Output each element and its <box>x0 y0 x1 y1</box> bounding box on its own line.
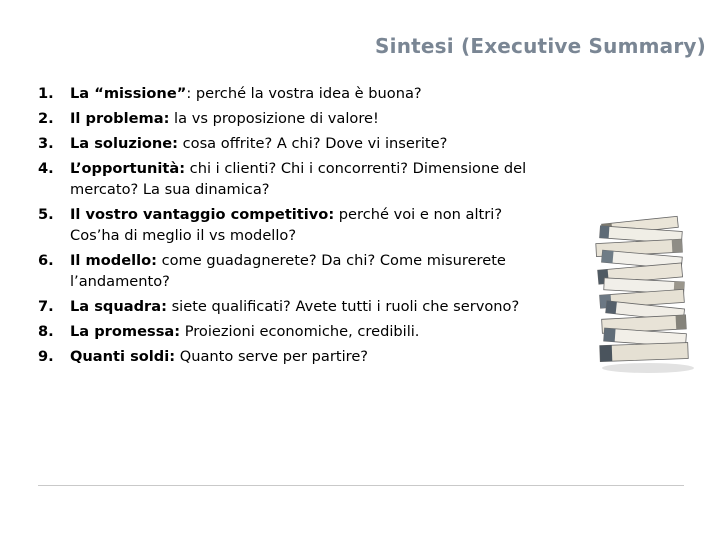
list-item <box>38 321 548 342</box>
item-text: perché voi e non altri? Cos’ha di meglio il vs modello? <box>70 206 503 244</box>
item-label: La soluzione: <box>70 135 178 152</box>
item-number: 5. <box>38 206 54 223</box>
item-label: Il vostro vantaggio competitivo: <box>70 206 335 223</box>
item-text: chi i clienti? Chi i concorrenti? Dimensione del mercato? La sua dinamica? <box>70 160 527 198</box>
item-number: 6. <box>38 252 54 269</box>
list-item <box>38 158 548 200</box>
list-item <box>38 296 548 317</box>
item-label: La “missione” <box>70 85 187 102</box>
item-text: Proiezioni economiche, credibili. <box>180 323 420 340</box>
item-text: : perché la vostra idea è buona? <box>186 85 422 102</box>
item-number: 2. <box>38 110 54 127</box>
item-label: Il problema: <box>70 110 170 127</box>
item-text: cosa offrite? A chi? Dove vi inserite? <box>177 135 448 152</box>
list-item <box>38 108 548 129</box>
item-text: come guadagnerete? Da chi? Come misurerete l’andamento? <box>70 252 506 290</box>
book-stack-icon <box>586 214 706 374</box>
item-text: siete qualificati? Avete tutti i ruoli che servono? <box>166 298 520 315</box>
item-label: Quanti soldi: <box>70 348 176 365</box>
list-item <box>38 83 548 104</box>
item-label: Il modello: <box>70 252 157 269</box>
item-number: 4. <box>38 160 54 177</box>
item-label: L’opportunità: <box>70 160 186 177</box>
item-number: 1. <box>38 85 54 102</box>
list-item <box>38 133 548 154</box>
item-number: 7. <box>38 298 54 315</box>
list-item <box>38 250 548 292</box>
footer-divider <box>38 485 684 486</box>
item-text: Quanto serve per partire? <box>175 348 369 365</box>
list-item <box>38 204 548 246</box>
item-text: la vs proposizione di valore! <box>169 110 379 127</box>
slide-title: Sintesi (Executive Summary) <box>375 34 706 58</box>
item-number: 3. <box>38 135 54 152</box>
item-label: La squadra: <box>70 298 167 315</box>
item-number: 9. <box>38 348 54 365</box>
summary-list <box>38 83 548 371</box>
item-label: La promessa: <box>70 323 181 340</box>
list-item <box>38 346 548 367</box>
item-number: 8. <box>38 323 54 340</box>
